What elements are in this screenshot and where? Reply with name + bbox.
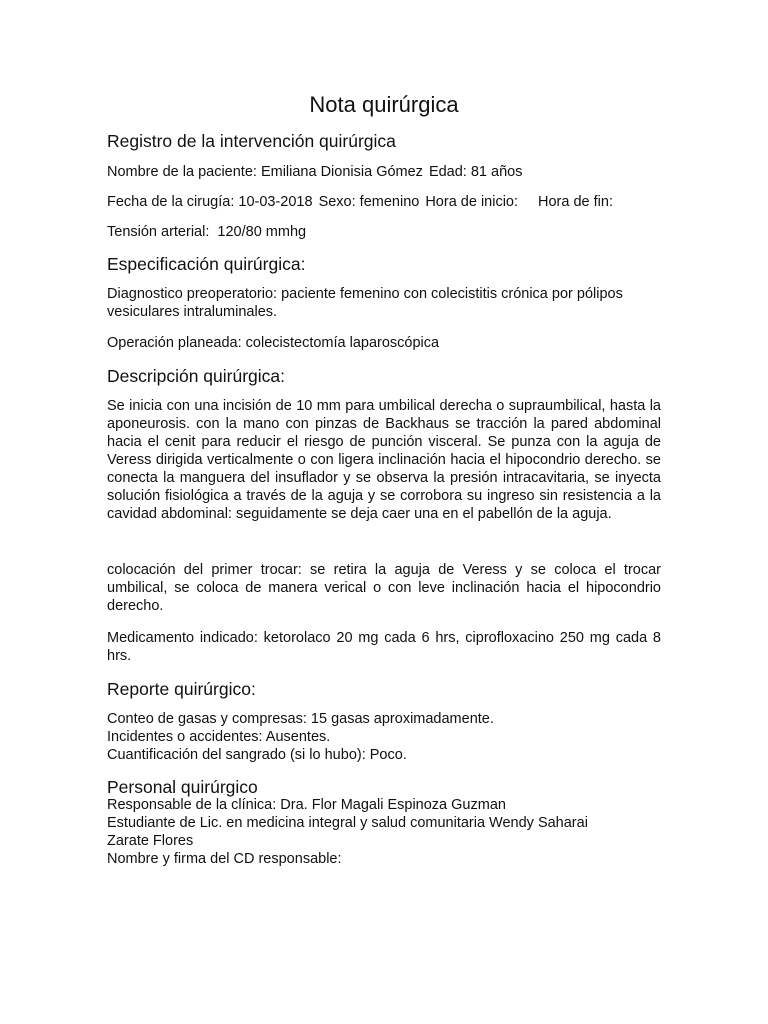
signature-label: Nombre y firma del CD responsable:	[107, 851, 342, 867]
incidents: Incidentes o accidentes: Ausentes.	[107, 729, 331, 745]
surgery-info-line	[107, 193, 661, 211]
page-title: Nota quirúrgica	[309, 92, 459, 117]
section-heading-personal: Personal quirúrgico	[107, 777, 258, 797]
section-heading-reporte: Reporte quirúrgico:	[107, 679, 256, 699]
personnel-list	[107, 796, 661, 868]
student-line-1: Estudiante de Lic. en medicina integral y salud comunitaria Wendy Saharai	[107, 815, 588, 831]
preoperative-diagnosis: Diagnostico preoperatorio: paciente femenino con colecistitis crónica por pólipos vesiculares intraluminales.	[107, 286, 623, 320]
report-list	[107, 710, 661, 764]
medication-paragraph: Medicamento indicado: ketorolaco 20 mg cada 6 hrs, ciprofloxacino 250 mg cada 8 hrs.	[107, 630, 661, 664]
surgery-date: Fecha de la cirugía: 10-03-2018	[107, 194, 313, 210]
start-time: Hora de inicio:	[425, 194, 519, 210]
section-heading-descripcion: Descripción quirúrgica:	[107, 366, 285, 386]
clinic-responsible: Responsable de la clínica: Dra. Flor Magali Espinoza Guzman	[107, 797, 506, 813]
planned-operation: Operación planeada: colecistectomía laparoscópica	[107, 335, 440, 351]
patient-age: Edad: 81 años	[428, 164, 523, 180]
student-line-2: Zarate Flores	[107, 833, 194, 849]
patient-name: Nombre de la paciente: Emiliana Dionisia Gómez	[107, 164, 423, 180]
patient-info-line	[107, 163, 661, 181]
surgical-description-paragraph: Se inicia con una incisión de 10 mm para umbilical derecha o supraumbilical, hasta la aponeurosis. con la mano con pinzas de Backhaus se tracción la pared abdominal hacia el cenit para reducir el riesgo de punción visceral. Se punza con la aguja de Veress dirigida verticalmente o con ligera inclinación hacia el hipocondrio derecho. se conecta la manguera del insuflador y se observa la presión intracavitaria, se inyecta solución fisiológica a través de la aguja y se corrobora su ingreso sin resistencia a la cavidad abdominal: seguidamente se deja caer una en el pabellón de la aguja.	[107, 398, 661, 522]
patient-sex: Sexo: femenino	[318, 194, 420, 210]
blood-pressure: Tensión arterial: 120/80 mmhg	[107, 224, 307, 240]
bleeding: Cuantificación del sangrado (si lo hubo): Poco.	[107, 747, 407, 763]
section-heading-especificacion: Especificación quirúrgica:	[107, 254, 306, 274]
gauze-count: Conteo de gasas y compresas: 15 gasas aproximadamente.	[107, 711, 494, 727]
end-time: Hora de fin:	[538, 194, 613, 210]
trocar-placement-paragraph: colocación del primer trocar: se retira la aguja de Veress y se coloca el trocar umbilical, se coloca de manera verical o con leve inclinación hacia el hipocondrio derecho.	[107, 562, 661, 614]
section-heading-registro: Registro de la intervención quirúrgica	[107, 131, 396, 151]
